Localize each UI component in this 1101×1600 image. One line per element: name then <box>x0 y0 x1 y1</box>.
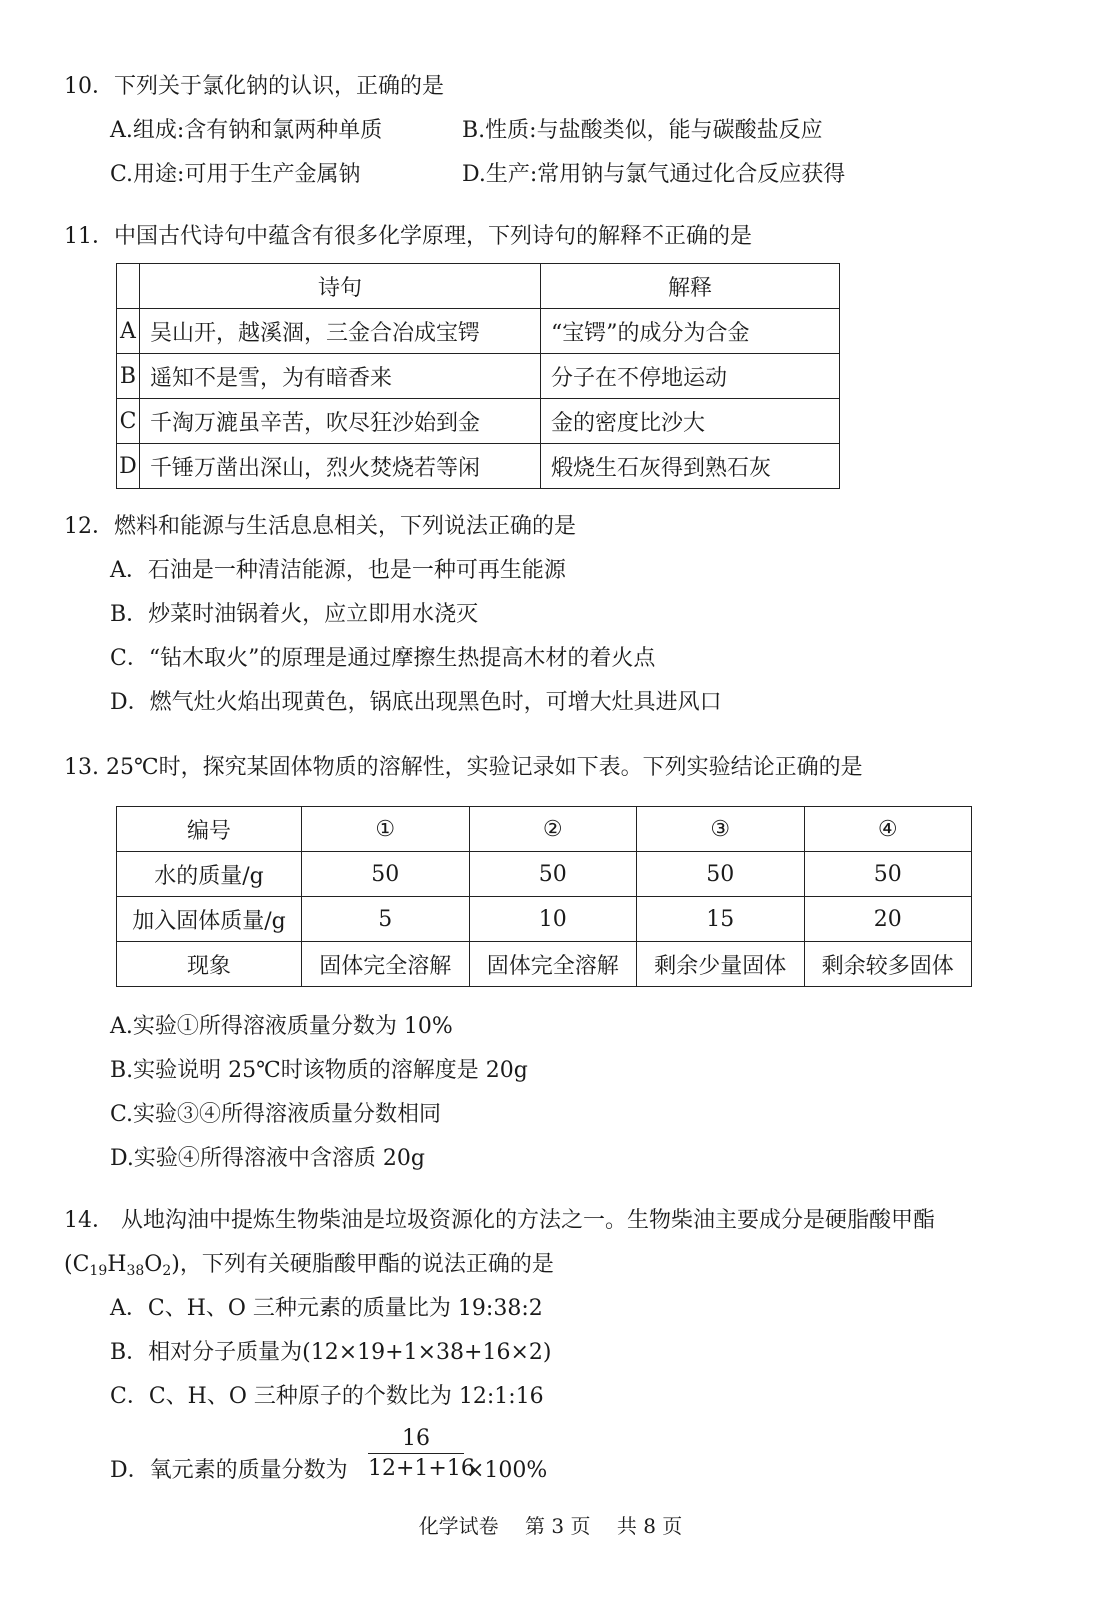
footer-subject: 化学试卷 <box>418 1514 499 1538</box>
table-cell: D <box>117 444 140 489</box>
table-row <box>117 852 972 897</box>
table-row <box>117 807 972 852</box>
table-cell <box>117 264 140 309</box>
table-cell: 20 <box>804 897 972 942</box>
formula-subscript: 38 <box>126 1263 145 1279</box>
formula-subscript: 2 <box>162 1263 172 1279</box>
q12-option-b: B．炒菜时油锅着火，应立即用水浇灭 <box>110 602 479 627</box>
q14-option-c: C．C、H、O 三种原子的个数比为 12:1:16 <box>110 1384 544 1409</box>
table-row <box>117 444 840 489</box>
table-cell: 剩余较多固体 <box>804 942 972 987</box>
table-row <box>117 942 972 987</box>
table-cell: 15 <box>637 897 805 942</box>
fraction-denominator: 12+1+16 <box>368 1456 475 1481</box>
table-cell: 吴山开，越溪涸，三金合冶成宝锷 <box>140 309 541 354</box>
q10-option-a: A.组成:含有钠和氯两种单质 <box>110 118 383 143</box>
q14-option-d-fraction <box>368 1426 475 1482</box>
q14-option-d-prefix: D．氧元素的质量分数为 <box>110 1458 348 1483</box>
q14-option-d-suffix: ×100% <box>466 1458 548 1483</box>
q14-option-a: A．C、H、O 三种元素的质量比为 19:38:2 <box>110 1296 543 1321</box>
q12-option-a: A．石油是一种清洁能源，也是一种可再生能源 <box>110 558 566 583</box>
table-cell: 千淘万漉虽辛苦，吹尽狂沙始到金 <box>140 399 541 444</box>
formula-part: (C <box>64 1252 90 1277</box>
table-cell: 50 <box>804 852 972 897</box>
table-cell: ② <box>469 807 637 852</box>
fraction-bar <box>368 1453 464 1454</box>
formula-part: H <box>107 1252 127 1277</box>
stem-text: )，下列有关硬脂酸甲酯的说法正确的是 <box>171 1252 554 1277</box>
table-row <box>117 399 840 444</box>
table-cell: 分子在不停地运动 <box>541 354 840 399</box>
table-cell: 金的密度比沙大 <box>541 399 840 444</box>
formula-part: O <box>144 1252 163 1277</box>
q10-stem: 10．下列关于氯化钠的认识，正确的是 <box>64 74 444 99</box>
q10-option-c: C.用途:可用于生产金属钠 <box>110 162 361 187</box>
q14-stem-line2 <box>64 1250 554 1280</box>
q13-option-b: B.实验说明 25℃时该物质的溶解度是 20g <box>110 1058 528 1083</box>
table-cell: 50 <box>469 852 637 897</box>
table-cell: 水的质量/g <box>117 852 302 897</box>
table-cell: 煅烧生石灰得到熟石灰 <box>541 444 840 489</box>
table-cell: 固体完全溶解 <box>302 942 470 987</box>
table-row <box>117 897 972 942</box>
table-cell: C <box>117 399 140 444</box>
q13-table <box>116 806 972 987</box>
q14-stem-line1: 14． 从地沟油中提炼生物柴油是垃圾资源化的方法之一。生物柴油主要成分是硬脂酸甲酯 <box>64 1208 935 1233</box>
table-cell: 5 <box>302 897 470 942</box>
table-cell: A <box>117 309 140 354</box>
q11-table <box>116 263 840 489</box>
formula-subscript: 19 <box>89 1263 108 1279</box>
q12-stem: 12．燃料和能源与生活息息相关，下列说法正确的是 <box>64 514 576 539</box>
q12-option-d: D．燃气灶火焰出现黄色，锅底出现黑色时，可增大灶具进风口 <box>110 690 722 715</box>
table-cell: “宝锷”的成分为合金 <box>541 309 840 354</box>
footer-page: 第 3 页 <box>525 1514 591 1538</box>
q12-option-c: C．“钻木取火”的原理是通过摩擦生热提高木材的着火点 <box>110 646 656 671</box>
table-cell: 千锤万凿出深山，烈火焚烧若等闲 <box>140 444 541 489</box>
table-header-explanation: 解释 <box>541 264 840 309</box>
table-row <box>117 309 840 354</box>
q10-option-d: D.生产:常用钠与氯气通过化合反应获得 <box>462 162 846 187</box>
q13-option-a: A.实验①所得溶液质量分数为 10% <box>110 1014 453 1039</box>
table-cell: 固体完全溶解 <box>469 942 637 987</box>
table-cell: 加入固体质量/g <box>117 897 302 942</box>
table-row <box>117 264 840 309</box>
table-cell: 剩余少量固体 <box>637 942 805 987</box>
table-cell: 50 <box>302 852 470 897</box>
table-header-poem: 诗句 <box>140 264 541 309</box>
fraction-numerator: 16 <box>402 1426 430 1451</box>
q13-option-c: C.实验③④所得溶液质量分数相同 <box>110 1102 442 1127</box>
q11-stem: 11．中国古代诗句中蕴含有很多化学原理，下列诗句的解释不正确的是 <box>64 224 752 249</box>
table-row <box>117 354 840 399</box>
table-cell: 遥知不是雪，为有暗香来 <box>140 354 541 399</box>
page-footer <box>0 1512 1101 1540</box>
table-cell: ① <box>302 807 470 852</box>
table-cell: ④ <box>804 807 972 852</box>
q14-option-b: B．相对分子质量为(12×19+1×38+16×2) <box>110 1340 552 1365</box>
table-cell: 现象 <box>117 942 302 987</box>
table-cell: ③ <box>637 807 805 852</box>
q13-stem: 13. 25℃时，探究某固体物质的溶解性，实验记录如下表。下列实验结论正确的是 <box>64 755 863 780</box>
table-cell: B <box>117 354 140 399</box>
footer-total: 共 8 页 <box>616 1514 683 1538</box>
table-cell: 10 <box>469 897 637 942</box>
table-cell: 编号 <box>117 807 302 852</box>
q13-option-d: D.实验④所得溶液中含溶质 20g <box>110 1146 425 1171</box>
q10-option-b: B.性质:与盐酸类似，能与碳酸盐反应 <box>462 118 823 143</box>
table-cell: 50 <box>637 852 805 897</box>
